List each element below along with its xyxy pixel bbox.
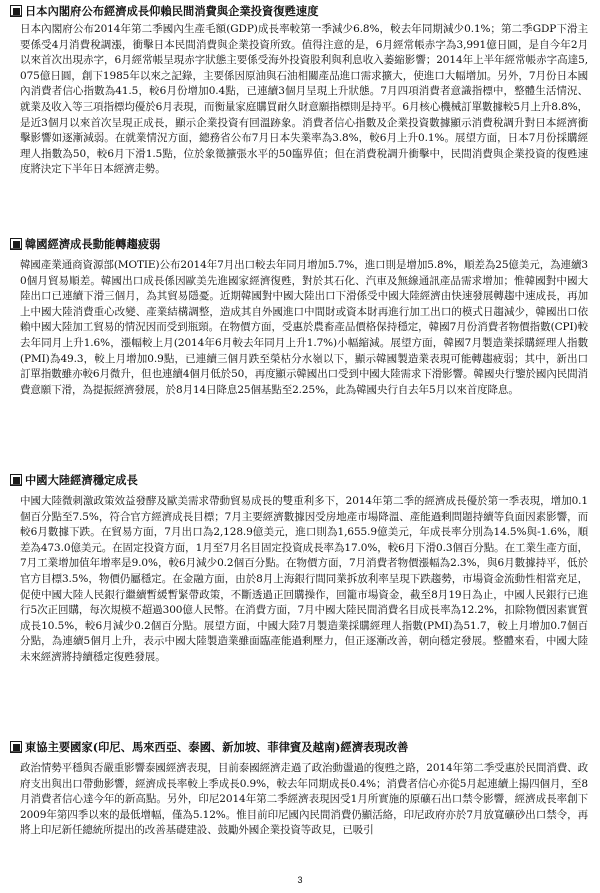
section-paragraph: 韓國產業通商資源部(MOTIE)公布2014年7月出口較去年同月增加5.7%，進口則是增加5.8%，順差為25億美元，為連續30個月貿易順差。韓國出口成長係因歐美先進國家經濟復甦，對於其石化、汽車及無線通訊產品需求增加；惟韓國對中國大陸出口已連續下滑三個月，為其貿易隱憂。近期韓國對中國大陸出口下滑係受中國大陸經濟由快速發展轉趨中速成長，再加上中國大陸消費重心改變、產業結構調整，造成其自外國進口中間財或資本財再進行加工出口的模式日趨減少，韓國出口依賴中國大陸加工貿易的情況因而受到瓶頸。在物價方面，受惠於農畜產品價格保持穩定，韓國7月份消費者物價指數(CPI)較去年同月上升1.6%，漲幅較上月(2014年6月較去年同月上升1.7%)小幅縮減。展望方面，韓國7月製造業採購經理人指數(PMI)為49.3，較上月增加0.9點，已連續三個月跌至榮枯分水嶺以下，顯示韓國製造業表現可能轉趨疲弱；其中，新出口訂單指數雖亦較6月微升，但也連續4個月低於50，再度顯示韓國出口受到中國大陸需求下滑影響。韓國央行鑒於國內民間消費意願下滑，為提振經濟發展，於8月14日降息25個基點至2.25%，此為韓國央行自去年5月以來首度降息。 — [20, 259, 588, 396]
boxed-square-bullet-icon — [10, 741, 22, 753]
section-paragraph: 日本內閣府公布2014年第二季國內生產毛額(GDP)成長率較第一季減少6.8%，較去年同期減少0.1%；第二季GDP下滑主要係受4月消費稅調漲，衝擊日本民間消費與企業投資所致。值得注意的是，6月經常帳赤字為3,991億日圓，是自今年2月以來首次出現赤字，6月經常帳呈現赤字狀態主要係受海外投資股利與利息收入萎縮影響；2014年上半年經常帳赤字高達5,075億日圓，創下1985年以來之記錄，主要係因原油與石油相關產品進口需求擴大，使進口大幅增加。另外，7月份日本國內消費者信心指數為41.5，較6月份增加0.4點，已連續3個月呈現上升狀態。7月四項消費者意識指標中，整體生活情況、就業及收入等三項指標均優於6月表現，而衡量家庭購買耐久財意願指標則是持平。6月核心機械訂單數據較5月上升8.8%，是近3個月以來首次呈現正成長，顯示企業投資有回溫跡象。消費者信心指數及企業投資數據顯示消費稅調升對日本經濟衝擊影響如逐漸減弱。在就業情況方面，總務省公布7月日本失業率為3.8%，較6月上升0.1%。展望方面，日本7月份採購經理人指數為50，較6月下滑1.5點，位於象徵擴張水平的50臨界值；但在消費稅調升衝擊中，民間消費與企業投資的復甦速度將決定下半年日本經濟走勢。 — [20, 23, 588, 176]
section-heading-text: 東協主要國家(印尼、馬來西亞、泰國、新加坡、菲律賓及越南)經濟表現改善 — [25, 739, 409, 754]
section-heading — [10, 472, 138, 487]
section-heading-text: 韓國經濟成長動能轉趨疲弱 — [25, 236, 161, 251]
section-heading-text: 日本內閣府公布經濟成長仰賴民間消費與企業投資復甦速度 — [25, 3, 319, 18]
section-paragraph: 政治情勢平穩與否嚴重影響泰國經濟表現，目前泰國經濟走過了政治動盪過的復甦之路，2014年第二季受惠於民間消費、政府支出與出口帶動影響，經濟成長率較上季成長0.9%，較去年同期成長0.4%；消費者信心亦從5月起連續上揚四個月，至8月消費者信心達今年的新高點。另外，印尼2014年第二季經濟表現因受1月所實施的原礦石出口禁令影響，經濟成長率創下2009年第四季以來的最低增幅，僅為5.12%。惟目前印尼國內民間消費仍顯活絡，印尼政府亦於7月放寬礦砂出口禁令，再將上印尼新任總統所提出的改善基礎建設、鼓勵外國企業投資等政見，已吸引 — [20, 762, 588, 837]
boxed-square-bullet-icon — [10, 238, 22, 250]
section-heading — [10, 739, 408, 754]
boxed-square-bullet-icon — [10, 474, 22, 486]
section-heading — [10, 3, 318, 18]
boxed-square-bullet-icon — [10, 5, 22, 17]
section-heading — [10, 236, 160, 251]
section-heading-text: 中國大陸經濟穩定成長 — [25, 472, 138, 487]
section-paragraph: 中國大陸微刺激政策效益發酵及歐美需求帶動貿易成長的雙重利多下，2014年第二季的經濟成長優於第一季表現，增加0.1個百分點至7.5%，符合官方經濟成長目標；7月主要經濟數據因受房地產市場降溫、產能過剩問題持續等負面因素影響，而較6月數據下跌。在貿易方面，7月出口為2,128.9億美元，進口則為1,655.9億美元，年成長率分別為14.5%與-1.6%，順差為473.0億美元。在固定投資方面，1月至7月名目固定投資成長率為17.0%，較6月下滑0.3個百分點。在工業生產方面，7月工業增加值年增率是9.0%，較6月減少0.2個百分點。在物價方面，7月消費者物價漲幅為2.3%，與6月數據持平，低於官方目標3.5%，物價仍屬穩定。在金融方面，由於8月上海銀行間同業拆放利率呈現下跌趨勢，市場資金流動性相當充足，促使中國大陸人民銀行繼續暫緩暫緊帶政策，不斷透過正回購操作，回籠市場資金，截至8月19日為止，中國人民銀行已進行5次正回購，每次規模不超過300億人民幣。在消費方面，7月中國大陸民間消費名目成長率為12.2%，扣除物價因素實質成長10.5%，較6月減少0.2個百分點。展望方面，中國大陸7月製造業採購經理人指數(PMI)為51.7，較上月增加0.7個百分點，為連續5個月上升，表示中國大陸製造業雖面臨產能過剩壓力，但正逐漸改善，朝向穩定發展。整體來看，中國大陸未來經濟將持續穩定復甦發展。 — [20, 495, 588, 663]
page-number: 3 — [297, 875, 303, 885]
